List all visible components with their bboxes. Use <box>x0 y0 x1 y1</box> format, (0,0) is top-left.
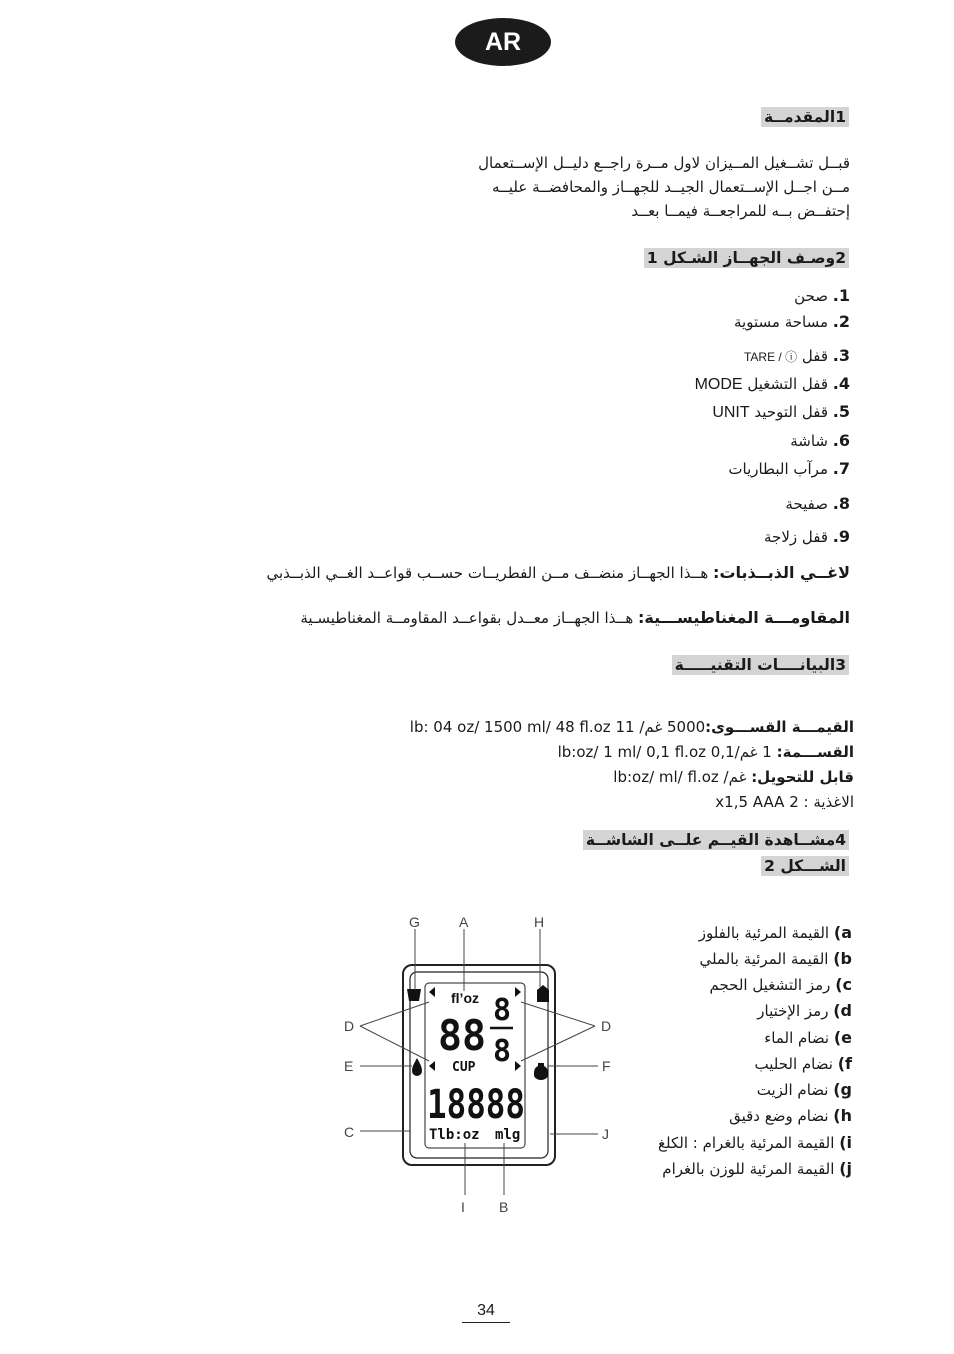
lcd-floz-label: fl’oz <box>451 990 479 1006</box>
callout-f: F <box>602 1058 611 1074</box>
spec-convertible: قابل للتحويل: غم/ lb:oz/ ml/ fl.oz <box>613 768 854 786</box>
page-number: 34 <box>462 1302 510 1323</box>
intro-paragraph <box>350 151 850 223</box>
lcd-main-digits: 18888 <box>427 1082 525 1128</box>
callout-line-d-right-2 <box>521 1026 595 1061</box>
lcd-fraction-bottom: 8 <box>493 1034 512 1069</box>
specs-heading: 3البيانــــات التقنيـــــة <box>672 655 849 675</box>
part-item-2: 2. مساحة مستوية <box>734 312 850 331</box>
glass-icon <box>407 989 421 1001</box>
callout-g: G <box>409 914 420 930</box>
callout-i: I <box>461 1199 465 1215</box>
display-heading: 4مشــاهدة القيــم علــى الشاشــة <box>583 830 849 850</box>
part-item-3: 3. قفل TARE / ⓘ <box>743 346 850 365</box>
intro-line: إحتفــض بــه للمراجعــة فيمــا بعــد <box>631 202 850 220</box>
callout-j: J <box>602 1126 609 1142</box>
legend-item-g: g) نضام الزيت <box>756 1080 852 1099</box>
spec-max-capacity: القيمـــة القســـوى:5000 غم/ 11 lb: 04 oz/ 1500 ml/ 48 fl.oz <box>409 718 854 736</box>
intro-line: قبــل تشــغيل المــيزان لاول مــرة راجــع دليــل الإســتعمال <box>478 154 850 172</box>
left-arrow-icon <box>429 987 435 997</box>
right-arrow-icon <box>515 987 521 997</box>
lcd-units-lboz: Tlb:oz <box>429 1127 480 1143</box>
anti-vibration-note: لاغــي الذبــذبات: هــذا الجهــاز منضــف مــن الفطريــات حســب قواعــد الغــي الذبــذبي <box>266 563 850 582</box>
pinch-icon <box>537 985 549 1002</box>
callout-b: B <box>499 1199 509 1215</box>
part-item-6: 6. شاشة <box>790 431 850 450</box>
legend-item-d: d) رمز الإختيار <box>757 1001 852 1020</box>
water-drop-icon <box>412 1058 422 1076</box>
right-arrow-icon <box>515 1061 521 1071</box>
part-item-7: 7. مرآب البطاريات <box>728 459 850 478</box>
intro-line: مــن اجــل الإســتعمال الجيــد للجهــاز والمحافضــة عليــه <box>492 178 850 196</box>
part-item-5: 5. قفل التوحيد UNIT <box>712 402 850 421</box>
lcd-fraction-top: 8 <box>493 993 512 1028</box>
spec-division: القســـمة: 1 غم/0,1 lb:oz/ 1 ml/ 0,1 fl.oz <box>557 743 854 761</box>
callout-e: E <box>344 1058 354 1074</box>
display-heading-figure: الشـــكل 2 <box>761 856 849 876</box>
part-item-4: 4. قفل التشغيل MODE <box>694 374 850 393</box>
callout-d-right: D <box>601 1018 612 1034</box>
description-heading: 2وصـف الجهــاز الشـكل 1 <box>644 248 849 268</box>
legend-item-b: b) القيمة المرئية بالملي <box>699 949 852 968</box>
callout-a: A <box>459 914 469 930</box>
milk-bottle-icon <box>534 1063 548 1080</box>
callout-line-d-right-1 <box>521 1002 595 1026</box>
legend-item-e: e) نضام الماء <box>764 1028 852 1047</box>
legend-item-c: c) رمز التشغيل الحجم <box>709 975 852 994</box>
part-item-8: 8. صفيحة <box>785 494 850 513</box>
legend-item-h: h) نضام وضع دقيق <box>729 1106 852 1125</box>
callout-h: H <box>534 914 545 930</box>
lcd-units-mlg: mlg <box>495 1127 521 1143</box>
lcd-big-digits: 88 <box>438 1011 486 1060</box>
lcd-cup-label: CUP <box>452 1060 476 1075</box>
language-badge: AR <box>455 18 551 66</box>
callout-c: C <box>344 1124 355 1140</box>
part-item-9: 9. قفل زلاجة <box>764 527 850 546</box>
magnetic-resistance-note: المقاومـــة المغناطيســـية: هــذا الجهــاز معــدل بقواعــد المقاومــة المغناطيسـية <box>300 608 850 627</box>
legend-item-f: f) نضام الحليب <box>754 1054 852 1073</box>
intro-heading: 1المقدمــة <box>761 107 849 127</box>
lcd-display-diagram <box>330 905 630 1225</box>
legend-item-i: i) القيمة المرئية بالغرام : الكلغ <box>658 1133 852 1152</box>
legend-item-j: j) القيمة المرئية للوزن بالغرام <box>662 1159 852 1178</box>
callout-line-d-left-2 <box>360 1026 429 1061</box>
part-item-1: 1. صحن <box>794 286 850 305</box>
spec-power: الاغذية : 2 x1,5 AAA <box>715 793 854 811</box>
callout-d-left: D <box>344 1018 355 1034</box>
callout-line-d-left-1 <box>360 1002 429 1026</box>
legend-item-a: a) القيمة المرئية بالفلوز <box>698 923 852 942</box>
left-arrow-icon <box>429 1061 435 1071</box>
